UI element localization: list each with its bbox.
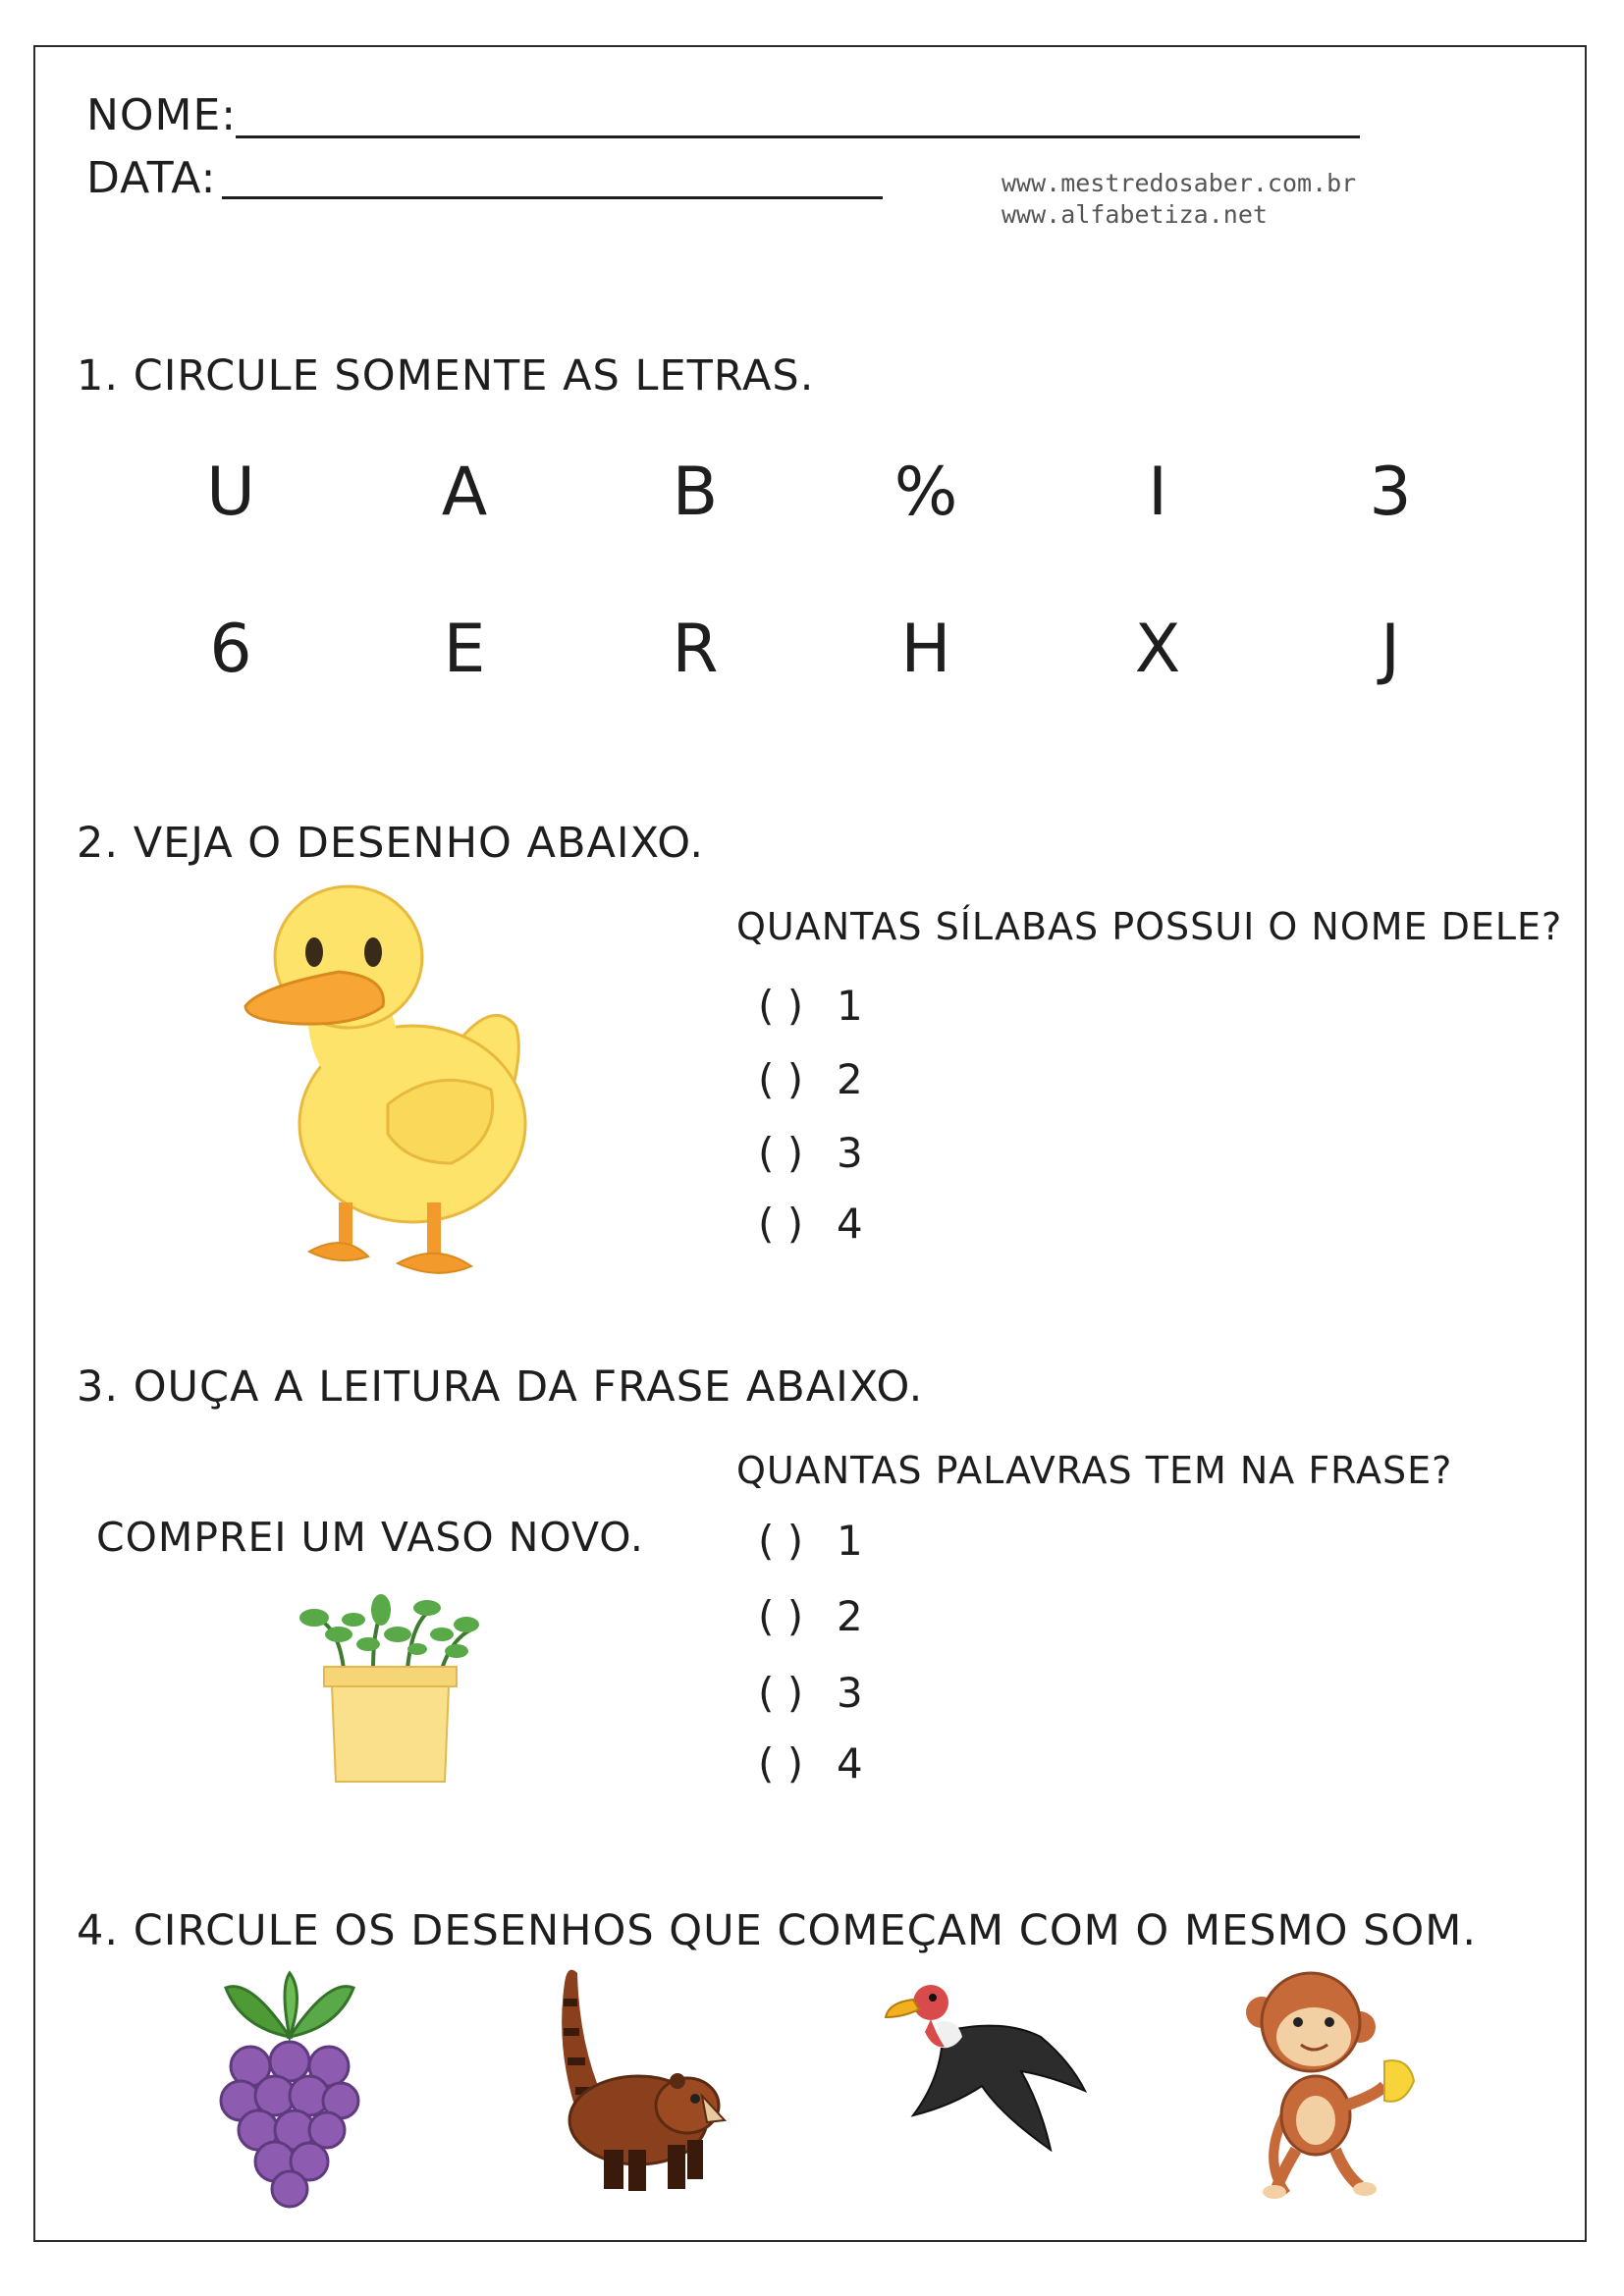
q1-symbol[interactable]: 3 — [1369, 454, 1412, 531]
q3-option-3[interactable] — [758, 1669, 863, 1717]
q3-option-2[interactable] — [758, 1592, 863, 1640]
q2-option-4[interactable] — [758, 1200, 863, 1248]
q2-option-1[interactable] — [758, 982, 863, 1030]
q2-option-label: 2 — [837, 1055, 863, 1103]
checkbox-parens: ( ) — [758, 1129, 804, 1177]
q3-option-label: 2 — [837, 1592, 863, 1640]
q2-option-2[interactable] — [758, 1055, 863, 1103]
q4-prompt: 4. CIRCULE OS DESENHOS QUE COMEÇAM COM O MESMO SOM. — [77, 1906, 1478, 1955]
q3-question: QUANTAS PALAVRAS TEM NA FRASE? — [736, 1449, 1453, 1492]
checkbox-parens: ( ) — [758, 1200, 804, 1248]
site-url-1: www.mestredosaber.com.br — [1001, 169, 1357, 197]
name-label: NOME: — [86, 90, 238, 140]
q1-symbol[interactable]: 6 — [209, 611, 252, 688]
q3-option-label: 4 — [837, 1739, 863, 1788]
grapes-icon[interactable] — [221, 1968, 358, 2204]
q1-symbol[interactable]: A — [441, 454, 488, 531]
q3-option-label: 3 — [837, 1669, 863, 1717]
q2-prompt: 2. VEJA O DESENHO ABAIXO. — [77, 819, 705, 868]
monkey-icon[interactable] — [1237, 1968, 1434, 2204]
checkbox-parens: ( ) — [758, 1055, 804, 1103]
q3-sentence: COMPREI UM VASO NOVO. — [96, 1514, 644, 1561]
site-url-2: www.alfabetiza.net — [1001, 200, 1268, 229]
checkbox-parens: ( ) — [758, 1517, 804, 1565]
q3-option-label: 1 — [837, 1517, 863, 1565]
q1-symbol[interactable]: X — [1134, 611, 1181, 688]
q2-option-label: 4 — [837, 1200, 863, 1248]
q2-option-label: 3 — [837, 1129, 863, 1177]
q1-symbol[interactable]: E — [443, 611, 486, 688]
checkbox-parens: ( ) — [758, 1739, 804, 1788]
q2-option-3[interactable] — [758, 1129, 863, 1177]
flower-pot-illustration — [295, 1590, 481, 1787]
duck-illustration — [241, 879, 535, 1281]
date-label: DATA: — [86, 153, 217, 203]
q1-prompt: 1. CIRCULE SOMENTE AS LETRAS. — [77, 351, 815, 400]
q3-prompt: 3. OUÇA A LEITURA DA FRASE ABAIXO. — [77, 1362, 924, 1412]
q1-symbol[interactable]: H — [900, 611, 951, 688]
checkbox-parens: ( ) — [758, 1669, 804, 1717]
q1-symbol[interactable]: B — [672, 454, 719, 531]
checkbox-parens: ( ) — [758, 982, 804, 1030]
q1-symbol[interactable]: I — [1147, 454, 1168, 531]
vulture-icon[interactable] — [884, 1978, 1090, 2155]
coati-icon[interactable] — [550, 1953, 727, 2199]
date-line — [222, 196, 883, 199]
q2-option-label: 1 — [837, 982, 863, 1030]
q3-option-4[interactable] — [758, 1739, 863, 1788]
q1-symbol[interactable]: % — [893, 454, 958, 531]
q1-symbol[interactable]: R — [672, 611, 719, 688]
checkbox-parens: ( ) — [758, 1592, 804, 1640]
q3-option-1[interactable] — [758, 1517, 863, 1565]
name-line — [236, 135, 1360, 138]
q1-symbol[interactable]: J — [1380, 611, 1401, 688]
q1-symbol[interactable]: U — [206, 454, 255, 531]
q2-question: QUANTAS SÍLABAS POSSUI O NOME DELE? — [736, 905, 1563, 948]
